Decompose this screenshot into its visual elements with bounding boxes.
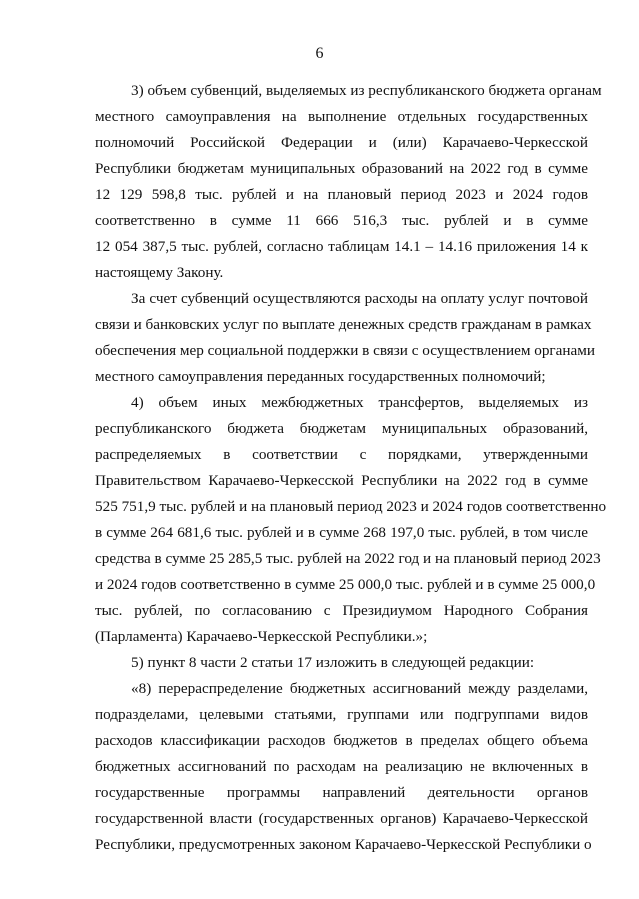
text-line: государственные программы направлений деятельности органов	[95, 784, 588, 801]
text-line: Республики, предусмотренных законом Карачаево-Черкесской Республики о	[95, 836, 592, 853]
text-line: средства в сумме 25 285,5 тыс. рублей на 2022 год и на плановый период 2023	[95, 550, 601, 567]
text-line: 12 129 598,8 тыс. рублей и на плановый период 2023 и 2024 годов	[95, 186, 588, 203]
text-line: расходов классификации расходов бюджетов в пределах общего объема	[95, 732, 588, 749]
text-line: и 2024 годов соответственно в сумме 25 000,0 тыс. рублей и в сумме 25 000,0	[95, 576, 596, 593]
text-line: местного самоуправления переданных государственных полномочий;	[95, 368, 546, 385]
text-line: 12 054 387,5 тыс. рублей, согласно таблицам 14.1 – 14.16 приложения 14 к	[95, 238, 588, 255]
page-number: 6	[315, 45, 324, 62]
text-line: местного самоуправления на выполнение отдельных государственных	[95, 108, 588, 125]
text-line: Республики бюджетам муниципальных образований на 2022 год в сумме	[95, 160, 588, 177]
text-line: 525 751,9 тыс. рублей и на плановый период 2023 и 2024 годов соответственно	[95, 498, 607, 515]
text-line: государственной власти (государственных органов) Карачаево-Черкесской	[95, 810, 588, 827]
text-line: «8) перераспределение бюджетных ассигнований между разделами,	[131, 680, 588, 697]
text-line: распределяемых в соответствии с порядками, утвержденными	[95, 446, 588, 463]
document-body	[95, 78, 607, 858]
text-line: тыс. рублей, по согласованию с Президиумом Народного Собрания	[95, 602, 588, 619]
text-line: связи и банковских услуг по выплате денежных средств гражданам в рамках	[95, 316, 592, 333]
text-line: полномочий Российской Федерации и (или) Карачаево-Черкесской	[95, 134, 588, 151]
text-line: республиканского бюджета бюджетам муниципальных образований,	[95, 420, 588, 437]
text-line: За счет субвенций осуществляются расходы на оплату услуг почтовой	[131, 290, 588, 307]
text-line: подразделами, целевыми статьями, группами или подгруппами видов	[95, 706, 588, 723]
text-line: бюджетных ассигнований по расходам на реализацию не включенных в	[95, 758, 588, 775]
text-line: соответственно в сумме 11 666 516,3 тыс. рублей и в сумме	[95, 212, 588, 229]
text-line: 5) пункт 8 части 2 статьи 17 изложить в следующей редакции:	[131, 654, 535, 671]
text-line: 4) объем иных межбюджетных трансфертов, выделяемых из	[131, 394, 588, 411]
text-line: (Парламента) Карачаево-Черкесской Республики.»;	[95, 628, 428, 645]
text-line: 3) объем субвенций, выделяемых из республиканского бюджета органам	[131, 82, 602, 99]
text-line: в сумме 264 681,6 тыс. рублей и в сумме 268 197,0 тыс. рублей, в том числе	[95, 524, 588, 541]
text-line: обеспечения мер социальной поддержки в связи с осуществлением органами	[95, 342, 596, 359]
text-line: Правительством Карачаево-Черкесской Республики на 2022 год в сумме	[95, 472, 588, 489]
text-line: настоящему Закону.	[95, 264, 224, 281]
